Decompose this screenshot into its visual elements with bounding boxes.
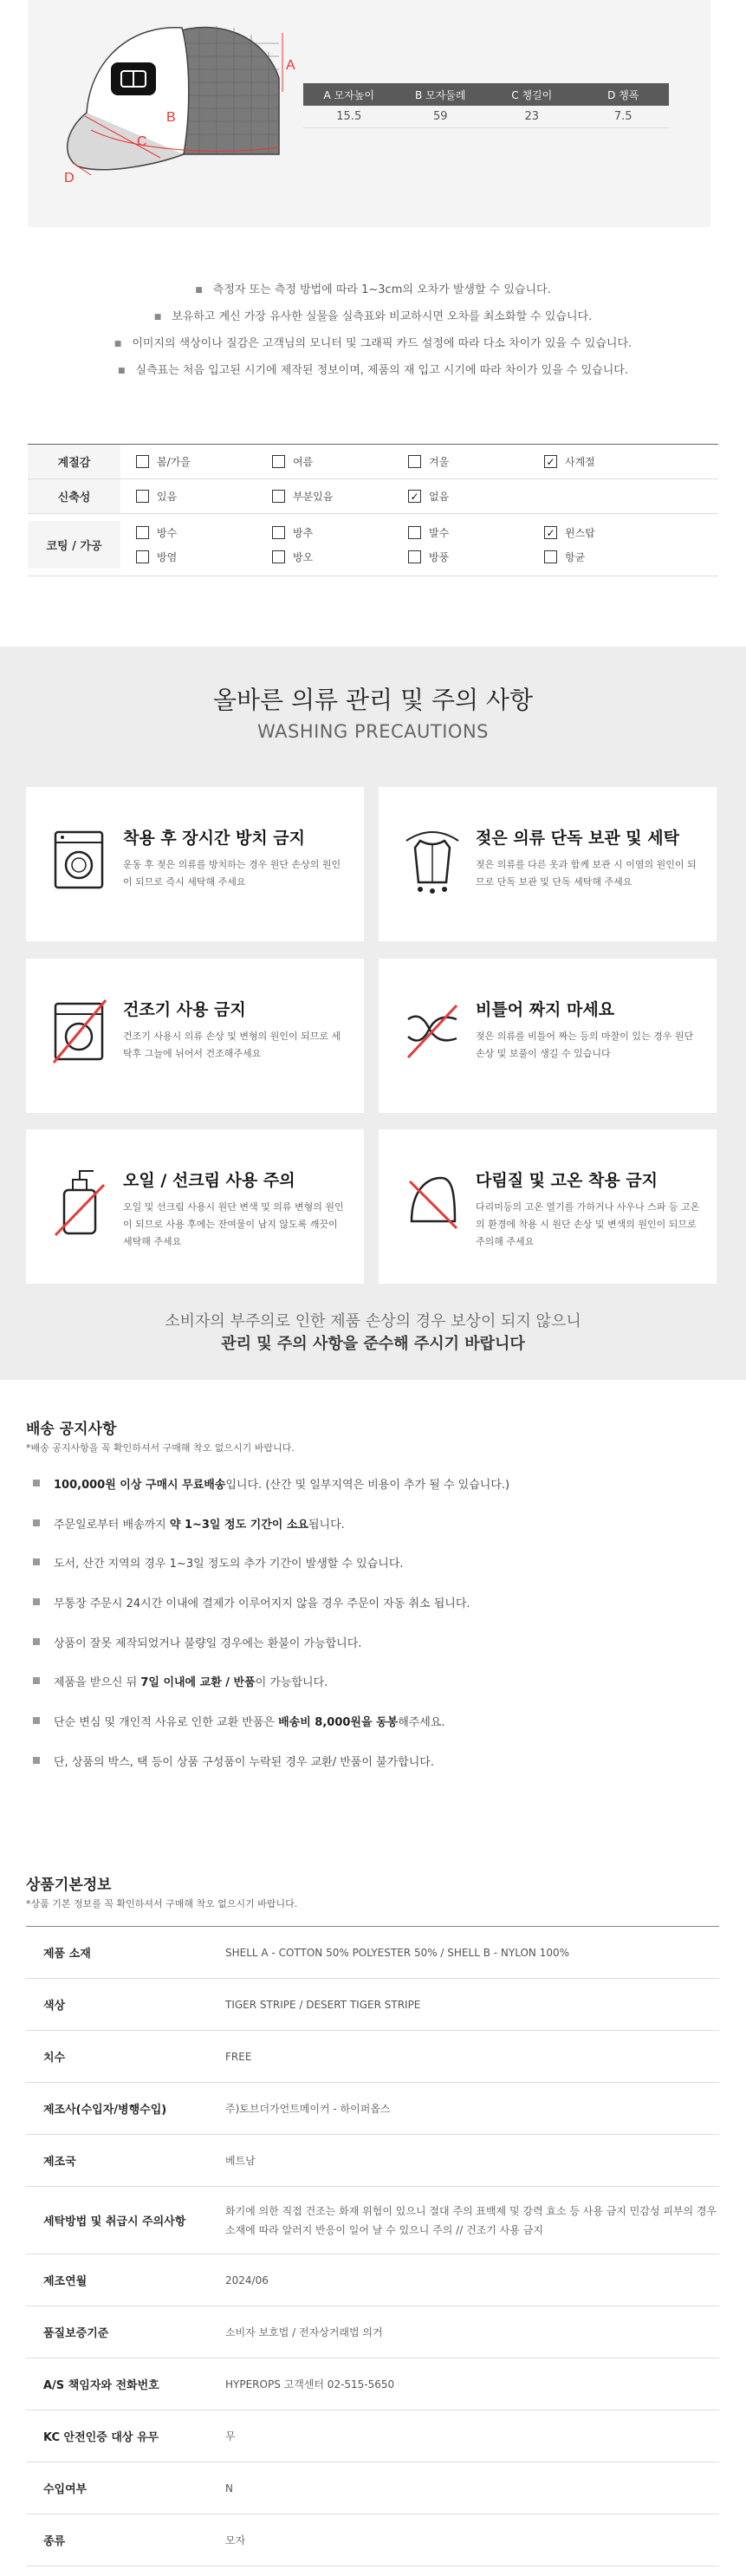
table-row (26, 2254, 719, 2306)
row-key: 제조연월 (43, 2275, 88, 2288)
row-value: 모자 (225, 2534, 246, 2547)
measurement-notes (0, 227, 746, 652)
attr-row-season (28, 445, 718, 479)
cap-diagram (52, 9, 329, 195)
row-key: 수입여부 (43, 2483, 88, 2496)
note-item: ■ 이미지의 색상이나 질감은 고객님의 모니터 및 그래픽 카드 설정에 따라 다소 차이가 있을 수 있습니다. (0, 331, 746, 358)
checkbox-icon[interactable] (544, 550, 557, 563)
size-value-a: 15.5 (336, 110, 362, 123)
table-row (26, 2410, 719, 2462)
table-row (26, 2187, 719, 2254)
checkbox-icon[interactable] (272, 490, 285, 503)
row-value: SHELL A - COTTON 50% POLYESTER 50% / SHELL B - NYLON 100% (225, 1946, 569, 1959)
attr-option[interactable] (544, 451, 680, 473)
item-text: 입니다. (산간 및 일부지역은 비용이 추가 될 수 있습니다.) (225, 1479, 510, 1492)
size-header-c: C 챙길이 (511, 88, 553, 101)
table-row (26, 2358, 719, 2410)
row-key: 품질보증기준 (43, 2327, 109, 2340)
checkbox-icon[interactable] (136, 455, 149, 468)
checkbox-checked-icon[interactable]: ✓ (544, 526, 557, 539)
size-header-a: A 모자높이 (323, 88, 374, 101)
washing-machine-icon (50, 822, 109, 898)
attr-option[interactable] (272, 485, 408, 508)
care-card-desc: 운동 후 젖은 의류를 방치하는 경우 원단 손상의 원인이 되므로 즉시 세탁해 주세요 (123, 859, 341, 888)
product-info-table (26, 1926, 719, 2566)
row-key: 제품 소재 (43, 1948, 91, 1961)
row-value: 베트남 (225, 2154, 256, 2167)
care-card-title: 비틀어 짜지 마세요 (476, 1000, 615, 1019)
care-card (26, 787, 364, 941)
option-label: 사계절 (565, 456, 595, 468)
attr-option[interactable] (408, 451, 544, 473)
table-row (26, 2031, 719, 2083)
care-card-desc: 젖은 의류를 다른 옷과 함께 보관 시 이염의 원인이 되므로 단독 보관 및 단독 세탁해 주세요 (476, 859, 697, 888)
attr-option[interactable] (544, 521, 680, 545)
attr-options (120, 521, 718, 569)
option-label: 방오 (293, 551, 314, 563)
attr-option[interactable] (272, 451, 408, 473)
shipping-list (33, 1475, 509, 1792)
row-value: HYPEROPS 고객센터 02-515-5650 (225, 2378, 395, 2391)
item-bold: 약 1~3일 정도 기간이 소요 (169, 1518, 308, 1532)
row-key: 세탁방법 및 취급시 주의사항 (43, 2215, 186, 2228)
care-card (26, 1129, 364, 1284)
table-row (26, 2135, 719, 2187)
attr-option[interactable] (544, 545, 680, 569)
row-key: 제조국 (43, 2156, 76, 2169)
row-value: FREE (225, 2050, 252, 2063)
attr-option[interactable] (408, 545, 544, 569)
row-key: 치수 (43, 2052, 66, 2065)
row-value: TIGER STRIPE / DESERT TIGER STRIPE (225, 1998, 421, 2011)
checkbox-icon[interactable] (272, 455, 285, 468)
attr-option[interactable] (272, 545, 408, 569)
table-row (26, 2083, 719, 2135)
care-card-title: 젖은 의류 단독 보관 및 세탁 (476, 829, 679, 848)
row-key: A/S 책임자와 전화번호 (43, 2379, 159, 2392)
care-card-title: 오일 / 선크림 사용 주의 (123, 1171, 295, 1190)
option-label: 항균 (565, 551, 586, 563)
size-value-c: 23 (524, 110, 540, 123)
checkbox-icon[interactable] (136, 526, 149, 539)
size-header-b: B 모자둘레 (415, 88, 466, 101)
option-label: 없음 (429, 491, 450, 503)
attr-row-stretch (28, 479, 718, 514)
washing-subtitle: WASHING PRECAUTIONS (257, 721, 489, 742)
size-chart-section (0, 0, 746, 227)
care-card-desc: 젖은 의류를 비틀어 짜는 등의 마찰이 있는 경우 원단 손상 및 보풀이 생길 수 있습니다 (476, 1031, 694, 1059)
row-value: 무 (225, 2430, 236, 2443)
washing-title: 올바른 의류 관리 및 주의 사항 (212, 686, 534, 714)
row-value: 2024/06 (225, 2274, 269, 2287)
label-a: A (286, 58, 295, 73)
list-item (33, 1475, 509, 1515)
no-dryer-icon (50, 993, 109, 1070)
shipping-title: 배송 공지사항 (26, 1421, 117, 1438)
list-item (33, 1673, 509, 1713)
option-label: 발수 (429, 527, 450, 539)
washing-footer-notice: 소비자의 부주의로 인한 제품 손상의 경우 보상이 되지 않으니 (165, 1312, 581, 1330)
care-card (26, 959, 364, 1113)
row-key: KC 안전인증 대상 유무 (43, 2431, 159, 2444)
list-item (33, 1713, 509, 1753)
row-value: N (225, 2482, 233, 2495)
item-text: 됩니다. (308, 1518, 345, 1532)
row-key: 색상 (43, 2000, 66, 2013)
product-info-title: 상품기본정보 (26, 1877, 112, 1894)
item-bold: 배송비 8,000원을 동봉 (278, 1716, 399, 1730)
item-text: 단, 상품의 박스, 택 등이 상품 구성품이 누락된 경우 교환/ 반품이 불가합니다. (54, 1755, 434, 1769)
row-key: 종류 (43, 2535, 66, 2548)
checkbox-icon[interactable] (408, 550, 421, 563)
attr-label: 신축성 (28, 479, 120, 513)
row-value: 소비자 보호법 / 전자상거래법 의거 (225, 2326, 383, 2339)
care-card (379, 787, 717, 941)
checkbox-icon[interactable] (272, 526, 285, 539)
attr-option[interactable] (408, 485, 544, 508)
option-label: 겨울 (429, 456, 450, 468)
attr-option[interactable] (136, 485, 272, 508)
item-text: 해주세요. (398, 1716, 445, 1730)
checkbox-checked-icon[interactable]: ✓ (408, 490, 421, 503)
list-item (33, 1515, 509, 1555)
care-card-desc: 다리미등의 고온 열기를 가하거나 사우나 스파 등 고온의 환경에 착용 시 원단 손상 및 변색의 원인이 되므로 주의해 주세요 (476, 1201, 700, 1247)
care-card-title: 착용 후 장시간 방치 금지 (123, 829, 305, 848)
list-item (33, 1554, 509, 1594)
washing-precautions-section (0, 647, 746, 1380)
attr-option[interactable] (272, 521, 408, 545)
item-text: 상품이 잘못 제작되었거나 불량일 경우에는 환불이 가능합니다. (54, 1636, 362, 1650)
care-card-desc: 건조기 사용시 의류 손상 및 변형의 원인이 되므로 세탁후 그늘에 뉘어서 건조해주세요 (123, 1031, 341, 1059)
option-label: 봄/가을 (157, 456, 191, 468)
checkbox-icon[interactable] (408, 455, 421, 468)
washing-footer-emphasis: 관리 및 주의 사항을 준수해 주시기 바랍니다 (221, 1335, 525, 1353)
note-item: ■ 보유하고 계신 가장 유사한 실물을 실측표와 비교하시면 오차를 최소화할 수 있습니다. (0, 304, 746, 331)
checkbox-icon[interactable] (272, 550, 285, 563)
option-label: 방염 (157, 551, 178, 563)
care-card-title: 다림질 및 고온 착용 금지 (476, 1171, 658, 1190)
no-sunscreen-icon (50, 1164, 109, 1240)
list-item (33, 1753, 509, 1792)
size-table (303, 83, 669, 128)
option-label: 방추 (293, 527, 314, 539)
list-item (33, 1594, 509, 1634)
attr-label: 코팅 / 가공 (28, 521, 120, 569)
table-row (26, 1927, 719, 1979)
option-label: 윈스탑 (565, 527, 595, 539)
item-text: 제품을 받으신 뒤 (54, 1676, 141, 1690)
shipping-subtitle: *배송 공지사항을 꼭 확인하셔서 구매해 착오 없으시기 바랍니다. (26, 1442, 295, 1454)
label-c: C (137, 134, 147, 149)
size-value-b: 59 (432, 110, 448, 123)
note-item: ■ 실측표는 처음 입고된 시기에 제작된 정보이며, 제품의 재 입고 시기에 따라 차이가 있을 수 있습니다. (0, 358, 746, 385)
item-bold: 7일 이내에 교환 / 반품 (140, 1676, 256, 1690)
option-label: 있음 (157, 491, 178, 503)
table-row (26, 1979, 719, 2031)
attribute-table (28, 444, 718, 576)
attr-row-coating (28, 514, 718, 576)
item-text: 무통장 주문시 24시간 이내에 결제가 이루어지지 않을 경우 주문이 자동 취소 됩니다. (54, 1597, 470, 1611)
label-d: D (64, 171, 75, 185)
attr-options (120, 485, 718, 508)
checkbox-icon[interactable] (136, 550, 149, 563)
list-item (33, 1634, 509, 1674)
attr-option[interactable] (136, 545, 272, 569)
item-text: 이 가능합니다. (255, 1676, 328, 1690)
size-table-header (303, 83, 669, 106)
size-header-d: D 챙폭 (607, 88, 639, 101)
attr-option[interactable] (408, 521, 544, 545)
care-card-desc: 오일 및 선크림 사용시 원단 변색 및 의류 변형의 원인이 되므로 사용 후에는 잔여물이 남지 않도록 깨끗이 세탁해 주세요 (123, 1201, 344, 1247)
option-label: 방풍 (429, 551, 450, 563)
checkbox-icon[interactable] (136, 490, 149, 503)
attr-option[interactable] (136, 451, 272, 473)
item-text: 도서, 산간 지역의 경우 1~3일 정도의 추가 기간이 발생할 수 있습니다. (54, 1558, 404, 1571)
label-b: B (166, 110, 176, 125)
care-card-title: 건조기 사용 금지 (123, 1000, 246, 1019)
attr-options (120, 451, 718, 473)
option-label: 여름 (293, 456, 314, 468)
no-iron-icon (403, 1164, 462, 1240)
size-table-values (303, 106, 669, 128)
item-bold: 100,000원 이상 구매시 무료배송 (54, 1479, 226, 1492)
item-text: 단순 변심 및 개인적 사유로 인한 교환 반품은 (54, 1716, 279, 1730)
checkbox-checked-icon[interactable]: ✓ (544, 455, 557, 468)
care-card (379, 959, 717, 1113)
row-key: 제조사(수입자/병행수입) (43, 2104, 167, 2117)
item-text: 주문일로부터 배송까지 (54, 1518, 170, 1532)
attr-option[interactable] (136, 521, 272, 545)
care-card (379, 1129, 717, 1284)
product-info-subtitle: *상품 기본 정보를 꼭 확인하셔서 구매해 착오 없으시기 바랍니다. (26, 1898, 298, 1909)
option-label: 방수 (157, 527, 178, 539)
table-row (26, 2306, 719, 2358)
hanging-shirt-icon (403, 822, 462, 898)
row-value: 화기에 의한 직접 건조는 화재 위험이 있으니 절대 주의 표백제 및 강력 효소 등 사용 금지 민감성 피부의 경우 소재에 따라 알러지 반응이 일어 날 수 있으니 주의 // 건조기 사용 금지 (225, 2204, 717, 2236)
attr-label: 계절감 (28, 445, 120, 478)
option-label: 부분있음 (293, 491, 334, 503)
checkbox-icon[interactable] (408, 526, 421, 539)
row-value: 주)토브더가언트메이커 - 하이퍼옵스 (225, 2102, 391, 2115)
note-item: ■ 측정자 또는 측정 방법에 따라 1~3cm의 오차가 발생할 수 있습니다. (0, 277, 746, 304)
table-row (26, 2462, 719, 2514)
table-row (26, 2514, 719, 2566)
no-wring-icon (403, 993, 462, 1070)
size-value-d: 7.5 (613, 110, 632, 123)
